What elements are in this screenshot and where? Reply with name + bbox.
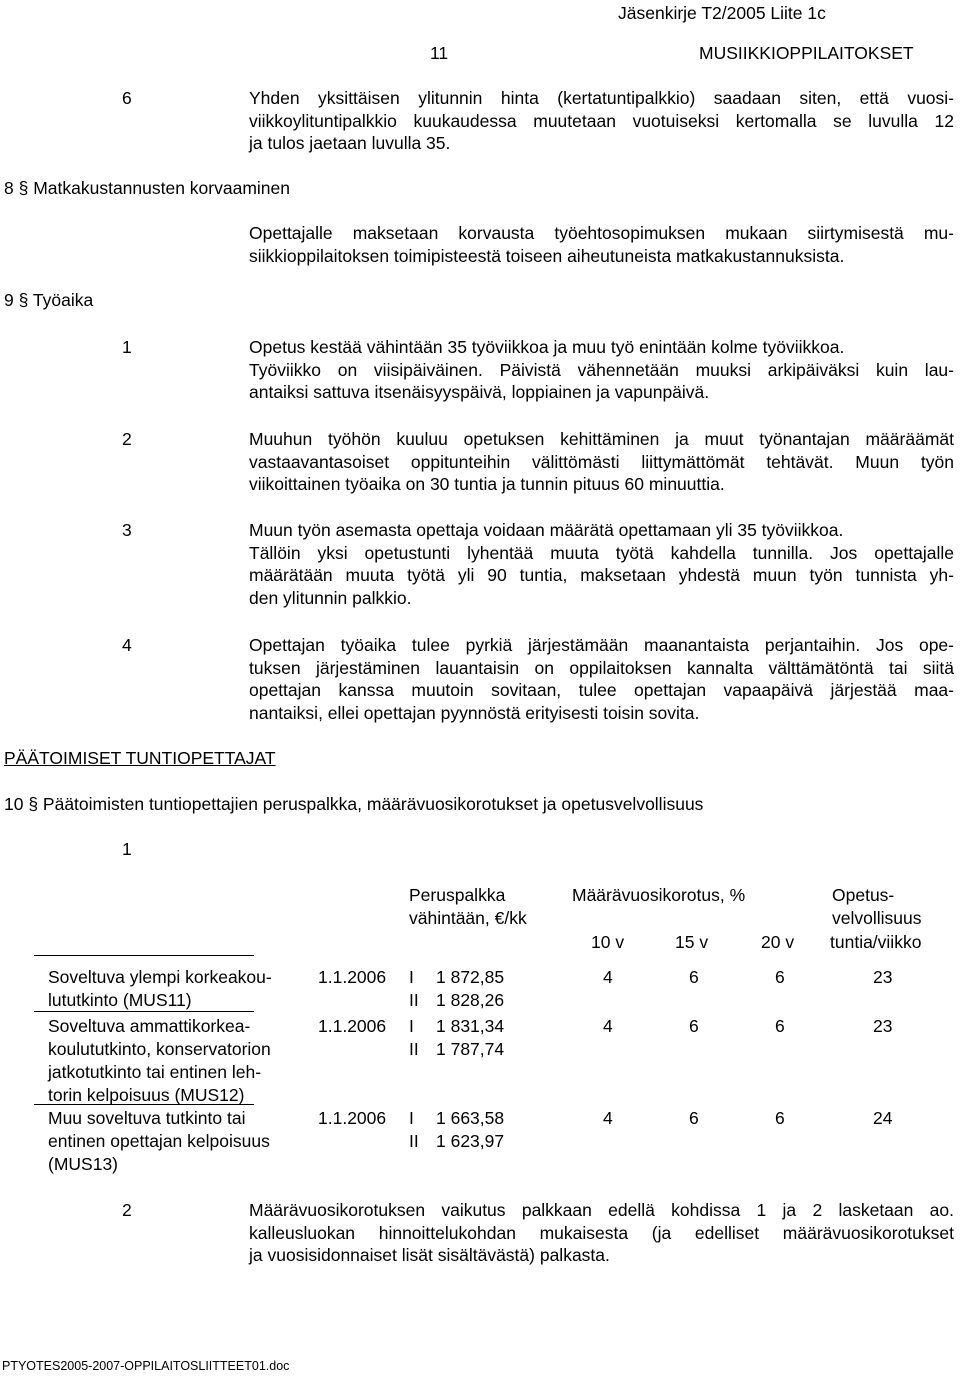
- hours-cell: 23: [873, 1016, 893, 1036]
- raise-cell: 6: [689, 967, 699, 987]
- item-number: 1: [122, 337, 132, 357]
- text-line: opettajan kanssa muutoin sovitaan, tulee opettajan vapaapäivä järjestää maa-: [249, 680, 954, 700]
- row-label: Soveltuva ammattikorkea-: [48, 1016, 251, 1036]
- footer-filename: PTYOTES2005-2007-OPPILAITOSLIITTEET01.doc: [2, 1359, 290, 1373]
- column-header-year: 10 v: [591, 932, 625, 952]
- date-cell: 1.1.2006: [318, 1016, 387, 1036]
- hours-cell: 24: [873, 1108, 893, 1128]
- text-line: Työviikko on viisipäiväinen. Päivistä vähennetään muuksi arkipäiväksi kuin lau-: [249, 359, 954, 380]
- item-number: 2: [122, 1200, 132, 1220]
- text-line: siikkioppilaitoksen toimipisteestä toiseen aiheutuneista matkakustannuksista.: [249, 245, 845, 266]
- section-9-heading: 9 § Työaika: [4, 290, 94, 310]
- part-heading: PÄÄTOIMISET TUNTIOPETTAJAT: [4, 748, 276, 768]
- text-line: ja tulos jaetaan luvulla 35.: [249, 133, 451, 153]
- table-rule: [34, 955, 254, 956]
- section-9-item-1: [249, 336, 954, 404]
- row-label: koulututkinto, konservatorion: [48, 1039, 271, 1059]
- text-line: ja vuosisidonnaiset lisät sisältävästä) palkasta.: [249, 1245, 610, 1265]
- column-header-year: 15 v: [675, 932, 709, 952]
- date-cell: 1.1.2006: [318, 967, 387, 987]
- text-line: Tällöin yksi opetustunti lyhentää muuta työtä kahdella tunnilla. Jos opettajalle: [249, 542, 954, 563]
- class-cell: I: [409, 1016, 414, 1036]
- class-cell: I: [409, 967, 414, 987]
- text-line: Muun työn asemasta opettaja voidaan määrätä opettamaan yli 35 työviikkoa.: [249, 520, 844, 540]
- hours-cell: 23: [873, 967, 893, 987]
- text-line: Opettajan työaika tulee pyrkiä järjestämään maanantaista perjantaihin. Jos ope-: [249, 635, 954, 655]
- section-9-item-3: [249, 519, 954, 609]
- item-number: 1: [122, 839, 132, 859]
- row-label: Soveltuva ylempi korkeakou-: [48, 967, 272, 987]
- paragraph-number: 6: [122, 88, 132, 108]
- class-cell: II: [409, 990, 419, 1010]
- raise-cell: 6: [775, 1016, 785, 1036]
- text-line: nantaiksi, ellei opettajan pyynnöstä erityisesti toisin sovita.: [249, 702, 700, 723]
- column-header-teaching: Opetus-: [832, 885, 895, 905]
- section-10-item-2: [249, 1199, 954, 1267]
- paragraph-6: [249, 87, 954, 155]
- text-line: Opetus kestää vähintään 35 työviikkoa ja muu työ enintään kolme työviikkoa.: [249, 337, 845, 357]
- text-line: den ylitunnin palkkio.: [249, 587, 412, 608]
- date-cell: 1.1.2006: [318, 1108, 387, 1128]
- text-line: viikoittainen työaika on 30 tuntia ja tunnin pituus 60 minuuttia.: [249, 474, 725, 494]
- class-cell: II: [409, 1131, 419, 1151]
- row-label: (MUS13): [48, 1154, 119, 1174]
- class-cell: II: [409, 1039, 419, 1059]
- section-header: MUSIIKKIOPPILAITOKSET: [699, 43, 914, 63]
- column-header-year: 20 v: [761, 932, 795, 952]
- raise-cell: 6: [689, 1108, 699, 1128]
- item-number: 4: [122, 635, 132, 655]
- column-header-salary: vähintään, €/kk: [409, 908, 527, 928]
- raise-cell: 4: [603, 967, 613, 987]
- raise-cell: 6: [775, 1108, 785, 1128]
- text-line: Määrävuosikorotuksen vaikutus palkkaan edellä kohdissa 1 ja 2 lasketaan ao.: [249, 1200, 954, 1220]
- column-header-salary: Peruspalkka: [409, 885, 506, 905]
- section-9-item-2: [249, 428, 954, 496]
- text-line: Opettajalle maksetaan korvausta työehtosopimuksen mukaan siirtymisestä mu-: [249, 223, 954, 243]
- page-number: 11: [430, 43, 449, 63]
- raise-cell: 6: [689, 1016, 699, 1036]
- section-8-heading: 8 § Matkakustannusten korvaaminen: [4, 178, 290, 198]
- salary-cell: 1 623,97: [436, 1131, 505, 1151]
- salary-cell: 1 787,74: [436, 1039, 505, 1059]
- text-line: vastaavantasoiset oppitunteihin välittömästi liittymättömät tehtävät. Muun työn: [249, 451, 954, 472]
- salary-cell: 1 663,58: [436, 1108, 505, 1128]
- raise-cell: 6: [775, 967, 785, 987]
- column-header-raises: Määrävuosikorotus, %: [572, 885, 746, 905]
- row-label: Muu soveltuva tutkinto tai: [48, 1108, 246, 1128]
- row-label: entinen opettajan kelpoisuus: [48, 1131, 270, 1151]
- row-label: lututkinto (MUS11): [48, 990, 192, 1010]
- text-line: kalleusluokan hinnoittelukohdan mukaisesta (ja edelliset määrävuosikorotukset: [249, 1222, 954, 1243]
- column-header-teaching: velvollisuus: [832, 908, 922, 928]
- text-line: määrätään muuta työtä yli 90 tuntia, maksetaan yhdestä muun työn tunnista yh-: [249, 565, 954, 585]
- item-number: 3: [122, 520, 132, 540]
- section-9-item-4: [249, 634, 954, 724]
- salary-cell: 1 828,26: [436, 990, 505, 1010]
- salary-cell: 1 831,34: [436, 1016, 505, 1036]
- raise-cell: 4: [603, 1108, 613, 1128]
- text-line: antaiksi sattuva itsenäisyyspäivä, loppiainen ja vapunpäivä.: [249, 382, 710, 402]
- text-line: tuksen järjestäminen lauantaisin on oppilaitoksen kannalta välttämätöntä tai siitä: [249, 657, 954, 678]
- document-reference: Jäsenkirje T2/2005 Liite 1c: [618, 3, 826, 23]
- row-label: torin kelpoisuus (MUS12): [48, 1085, 245, 1105]
- salary-cell: 1 872,85: [436, 967, 505, 987]
- text-line: viikkoylituntipalkkio kuukaudessa muutetaan vuotuiseksi kertomalla se luvulla 12: [249, 110, 954, 131]
- raise-cell: 4: [603, 1016, 613, 1036]
- text-line: Muuhun työhön kuuluu opetuksen kehittäminen ja muut työnantajan määräämät: [249, 429, 954, 449]
- column-header-teaching: tuntia/viikko: [830, 932, 922, 952]
- text-line: Yhden yksittäisen ylitunnin hinta (kertatuntipalkkio) saadaan siten, että vuosi-: [249, 88, 954, 108]
- section-10-heading: 10 § Päätoimisten tuntiopettajien peruspalkka, määrävuosikorotukset ja opetusvelvollisuus: [4, 794, 704, 814]
- section-8-text: [249, 222, 954, 267]
- class-cell: I: [409, 1108, 414, 1128]
- row-label: jatkotutkinto tai entinen leh-: [48, 1062, 262, 1082]
- item-number: 2: [122, 429, 132, 449]
